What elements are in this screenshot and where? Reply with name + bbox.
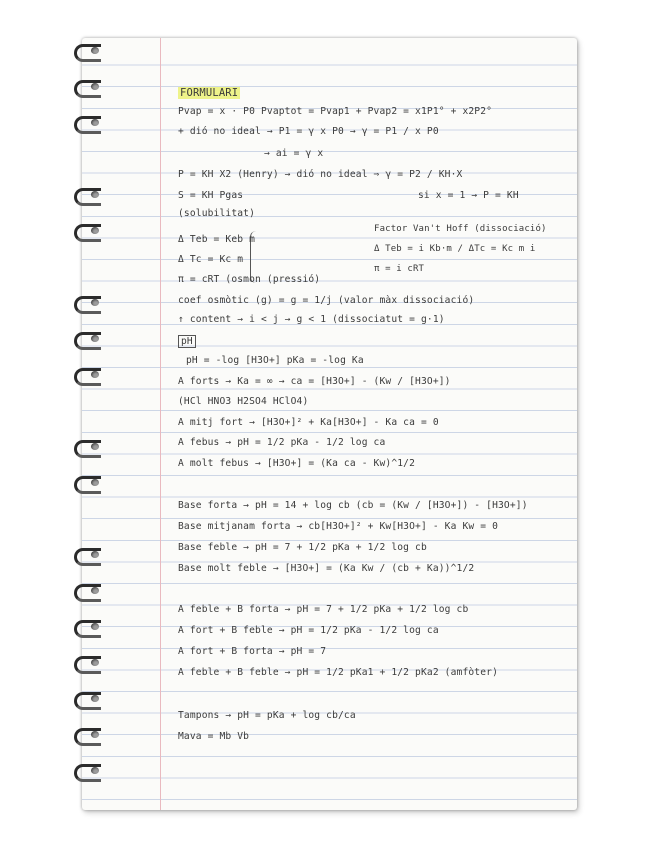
note-line: Base mitjanam forta → cb[H3O+]² + Kw[H3O+] - Ka Kw = 0: [178, 521, 498, 532]
punch-hole: [91, 371, 99, 378]
section-heading-ph: pH: [178, 335, 196, 348]
note-line: pH = -log [H3O+] pKa = -log Ka: [186, 355, 364, 366]
note-line: A molt febus → [H3O+] = (Ka ca - Kw)^1/2: [178, 458, 416, 469]
punch-hole: [91, 335, 99, 342]
punch-hole: [91, 731, 99, 738]
spiral-ring: [74, 762, 102, 779]
note-line: (solubilitat): [178, 208, 256, 219]
note-line: Base molt feble → [H3O+] = (Ka Kw / (cb + Ka))^1/2: [178, 563, 475, 574]
spiral-ring: [74, 78, 102, 95]
note-line: Mava = Mb Vb: [178, 731, 250, 742]
spiral-ring: [74, 438, 102, 455]
spiral-ring: [74, 690, 102, 707]
punch-hole: [91, 479, 99, 486]
spiral-ring: [74, 294, 102, 311]
note-line: Δ Teb = i Kb·m / ΔTc = Kc m i: [374, 244, 536, 254]
spiral-ring: [74, 330, 102, 347]
note-line: A fort + B feble → pH = 1/2 pKa - 1/2 log ca: [178, 625, 439, 636]
note-line: A mitj fort → [H3O+]² + Ka[H3O+] - Ka ca = 0: [178, 417, 439, 428]
spiral-ring: [74, 186, 102, 203]
punch-hole: [91, 587, 99, 594]
note-line: A fort + B forta → pH = 7: [178, 646, 327, 657]
spiral-ring: [74, 654, 102, 671]
spiral-ring: [74, 114, 102, 131]
note-line: coef osmòtic (g) = g = 1/j (valor màx dissociació): [178, 295, 475, 306]
punch-hole: [91, 83, 99, 90]
spiral-ring: [74, 546, 102, 563]
margin-line: [160, 38, 161, 810]
punch-hole: [91, 695, 99, 702]
note-line: π = i cRT: [374, 264, 425, 274]
note-line: → ai = γ x: [264, 148, 324, 159]
notes-title: FORMULARI: [180, 87, 239, 99]
note-line: Base feble → pH = 7 + 1/2 pKa + 1/2 log cb: [178, 542, 427, 553]
spiral-ring: [74, 582, 102, 599]
punch-hole: [91, 767, 99, 774]
spiral-ring: [74, 474, 102, 491]
note-line: Δ Tc = Kc m: [178, 254, 244, 265]
note-line: + dió no ideal → P1 = γ x P0 → γ = P1 / x P0: [178, 126, 439, 137]
note-line: A feble + B forta → pH = 7 + 1/2 pKa + 1/2 log cb: [178, 604, 469, 615]
note-line: Factor Van't Hoff (dissociació): [374, 224, 547, 234]
note-line: Base forta → pH = 14 + log cb (cb = (Kw / [H3O+]) - [H3O+]): [178, 500, 528, 511]
note-line: A febus → pH = 1/2 pKa - 1/2 log ca: [178, 437, 386, 448]
spiral-ring: [74, 618, 102, 635]
note-line: S = KH Pgas: [178, 190, 244, 201]
punch-hole: [91, 119, 99, 126]
note-line: si x = 1 → P = KH: [418, 190, 519, 201]
punch-hole: [91, 623, 99, 630]
note-line: A forts → Ka = ∞ → ca = [H3O+] - (Kw / [H3O+]): [178, 376, 451, 387]
punch-hole: [91, 299, 99, 306]
punch-hole: [91, 659, 99, 666]
note-line: (HCl HNO3 H2SO4 HClO4): [178, 396, 309, 407]
note-line: π = cRT (osmon (pressió): [178, 274, 321, 285]
note-line: A feble + B feble → pH = 1/2 pKa1 + 1/2 pKa2 (amfòter): [178, 667, 498, 678]
handwritten-notes: [178, 38, 573, 810]
punch-hole: [91, 551, 99, 558]
spiral-ring: [74, 42, 102, 59]
note-line: P = KH X2 (Henry) → dió no ideal ⇒ γ = P2 / KH·X: [178, 169, 463, 180]
punch-hole: [91, 443, 99, 450]
punch-hole: [91, 47, 99, 54]
punch-hole: [91, 227, 99, 234]
notebook-sheet: [82, 38, 577, 810]
note-line: Tampons → pH = pKa + log cb/ca: [178, 710, 356, 721]
spiral-ring: [74, 366, 102, 383]
punch-hole: [91, 191, 99, 198]
spiral-ring: [74, 726, 102, 743]
note-line: Δ Teb = Keb m: [178, 234, 256, 245]
note-line: Pvap = x · P0 Pvaptot = Pvap1 + Pvap2 = x1P1° + x2P2°: [178, 106, 493, 117]
note-line: ↑ content → i < j → g < 1 (dissociatut = g·1): [178, 314, 445, 325]
spiral-ring: [74, 222, 102, 239]
